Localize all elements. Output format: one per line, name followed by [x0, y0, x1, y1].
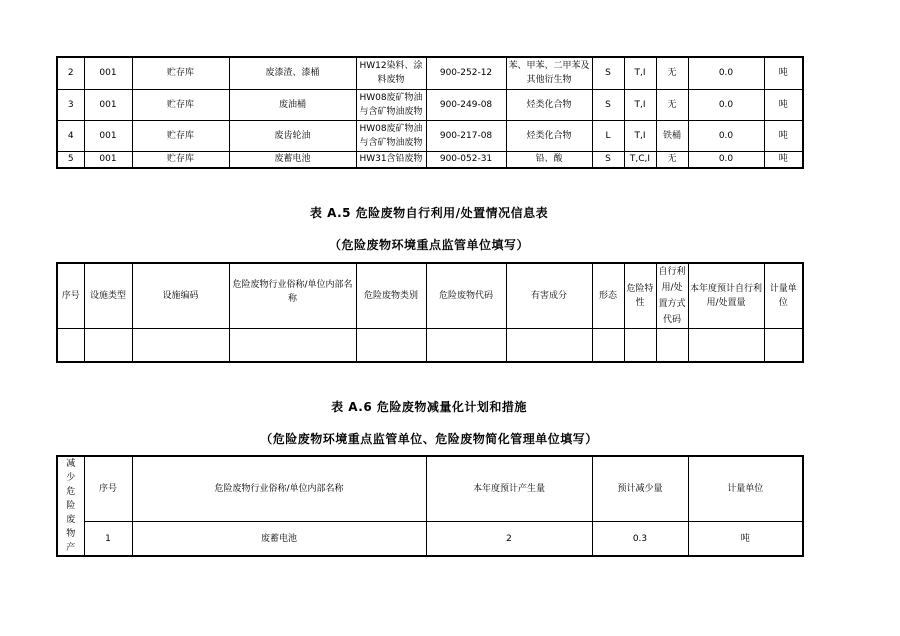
- cell: 贮存库: [132, 89, 229, 120]
- empty-cell: [688, 329, 764, 362]
- column-header: 危险废物行业俗称/单位内部名称: [132, 456, 426, 522]
- cell: HW08废矿物油与含矿物油废物: [356, 120, 426, 151]
- cell: 001: [84, 57, 132, 89]
- empty-cell: [426, 329, 506, 362]
- cell: 001: [84, 120, 132, 151]
- column-header: 设施类型: [84, 263, 132, 329]
- column-header: 序号: [84, 456, 132, 522]
- cell: 苯、甲苯、二甲苯及其他衍生物: [506, 57, 592, 89]
- cell: HW31含铅废物: [356, 151, 426, 168]
- table-a5-subtitle: （危险废物环境重点监管单位填写）: [328, 238, 529, 252]
- column-header: 计量单位: [688, 456, 803, 522]
- cell: 2: [57, 57, 84, 89]
- cell: 001: [84, 89, 132, 120]
- empty-cell: [506, 329, 592, 362]
- cell: 3: [57, 89, 84, 120]
- column-header: 有害成分: [506, 263, 592, 329]
- empty-cell: [624, 329, 656, 362]
- cell: 废漆渣、漆桶: [229, 57, 356, 89]
- column-header: 设施编码: [132, 263, 229, 329]
- cell: 900-217-08: [426, 120, 506, 151]
- column-header: 序号: [57, 263, 84, 329]
- cell: S: [592, 57, 624, 89]
- cell: 无: [656, 151, 688, 168]
- cell: 吨: [688, 522, 803, 556]
- table-row: [57, 120, 803, 151]
- header-row: [57, 456, 803, 522]
- cell: HW12染料、涂料废物: [356, 57, 426, 89]
- column-header: 形态: [592, 263, 624, 329]
- cell: 吨: [764, 57, 803, 89]
- cell: 0.0: [688, 57, 764, 89]
- cell: 0.0: [688, 89, 764, 120]
- cell: 铅、酸: [506, 151, 592, 168]
- cell: HW08废矿物油与含矿物油废物: [356, 89, 426, 120]
- empty-cell: [57, 329, 84, 362]
- cell: T,I: [624, 57, 656, 89]
- cell: 贮存库: [132, 120, 229, 151]
- column-header: 自行利用/处置方式代码: [656, 263, 688, 329]
- cell: 900-052-31: [426, 151, 506, 168]
- cell: 0.0: [688, 151, 764, 168]
- cell: 烃类化合物: [506, 120, 592, 151]
- table-row: [57, 57, 803, 89]
- cell: T,I: [624, 89, 656, 120]
- cell: 废油桶: [229, 89, 356, 120]
- empty-cell: [592, 329, 624, 362]
- column-header: 本年度预计自行利用/处置量: [688, 263, 764, 329]
- cell: 吨: [764, 151, 803, 168]
- cell: 0.0: [688, 120, 764, 151]
- hazardous-waste-storage-table: [56, 56, 804, 169]
- cell: 5: [57, 151, 84, 168]
- cell: 铁桶: [656, 120, 688, 151]
- column-header: 危险废物代码: [426, 263, 506, 329]
- cell: 吨: [764, 120, 803, 151]
- cell: L: [592, 120, 624, 151]
- column-header: 危险特性: [624, 263, 656, 329]
- cell: 吨: [764, 89, 803, 120]
- table-a6-subtitle: （危险废物环境重点监管单位、危险废物简化管理单位填写）: [260, 432, 598, 446]
- cell: 废蓄电池: [132, 522, 426, 556]
- cell: 贮存库: [132, 57, 229, 89]
- column-header: 预计减少量: [592, 456, 688, 522]
- cell: 废蓄电池: [229, 151, 356, 168]
- table-row: [57, 151, 803, 168]
- cell: 废齿轮油: [229, 120, 356, 151]
- empty-cell: [132, 329, 229, 362]
- cell: S: [592, 89, 624, 120]
- self-disposal-info-table: [56, 262, 804, 363]
- empty-cell: [229, 329, 356, 362]
- cell: 900-252-12: [426, 57, 506, 89]
- cell: 001: [84, 151, 132, 168]
- cell: 0.3: [592, 522, 688, 556]
- column-header: 计量单位: [764, 263, 803, 329]
- table-a5-title: 表 A.5 危险废物自行利用/处置情况信息表: [309, 206, 549, 220]
- cell: 贮存库: [132, 151, 229, 168]
- cell: S: [592, 151, 624, 168]
- cell: 无: [656, 89, 688, 120]
- empty-cell: [764, 329, 803, 362]
- empty-cell: [656, 329, 688, 362]
- column-header: 危险废物类别: [356, 263, 426, 329]
- table-a6-title: 表 A.6 危险废物减量化计划和措施: [331, 400, 527, 414]
- cell: 4: [57, 120, 84, 151]
- cell: 2: [426, 522, 592, 556]
- table-row: [57, 89, 803, 120]
- column-header: 危险废物行业俗称/单位内部名称: [229, 263, 356, 329]
- cell: 900-249-08: [426, 89, 506, 120]
- cell: 无: [656, 57, 688, 89]
- side-label-text: 减少危险废物产: [66, 459, 76, 553]
- cell: 烃类化合物: [506, 89, 592, 120]
- waste-reduction-plan-table: [56, 455, 804, 557]
- cell: 1: [84, 522, 132, 556]
- header-row: [57, 263, 803, 329]
- column-header: 本年度预计产生量: [426, 456, 592, 522]
- table-row: [57, 522, 803, 556]
- table-row: [57, 329, 803, 362]
- side-label: [57, 456, 84, 556]
- empty-cell: [356, 329, 426, 362]
- empty-cell: [84, 329, 132, 362]
- cell: T,C,I: [624, 151, 656, 168]
- cell: T,I: [624, 120, 656, 151]
